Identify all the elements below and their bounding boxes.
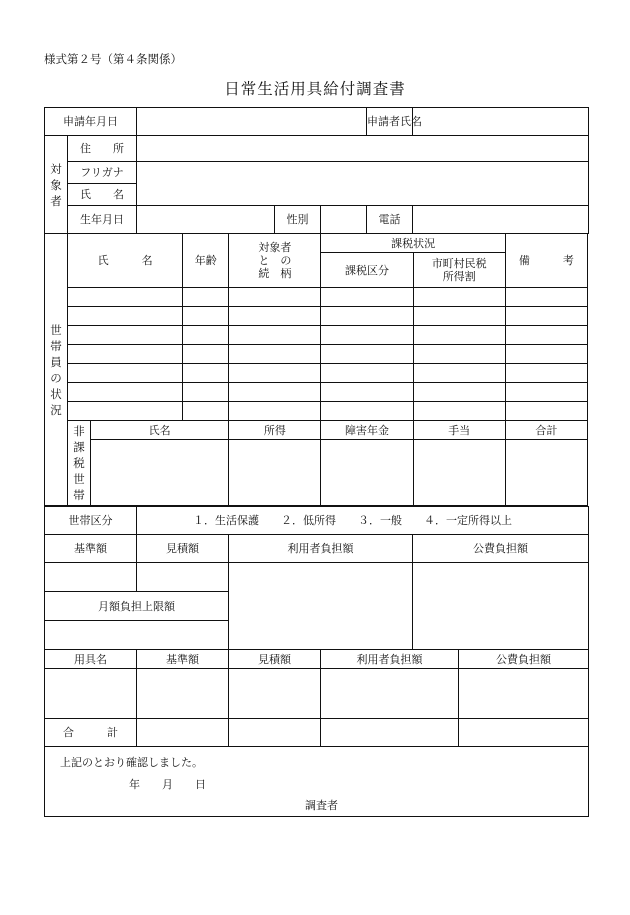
remarks-cell[interactable] — [505, 288, 587, 307]
nontax-allowance-cell[interactable] — [413, 440, 505, 506]
age-cell[interactable] — [183, 383, 229, 402]
household-table — [44, 233, 588, 506]
nontax-pension-cell[interactable] — [321, 440, 413, 506]
member-name-cell[interactable] — [68, 307, 183, 326]
tax-class-cell[interactable] — [321, 364, 413, 383]
total-label: 合 計 — [45, 719, 137, 747]
member-name-cell[interactable] — [68, 326, 183, 345]
tax-class-cell[interactable] — [321, 345, 413, 364]
equipment-standard-header: 基準額 — [137, 650, 229, 669]
age-cell[interactable] — [183, 288, 229, 307]
address-label: 住 所 — [68, 136, 137, 162]
user-burden-cell[interactable] — [229, 563, 413, 650]
standard-amount-cell[interactable] — [45, 563, 137, 592]
member-name-cell[interactable] — [68, 288, 183, 307]
nontax-col-income: 所得 — [229, 421, 321, 440]
address-field[interactable] — [137, 136, 589, 162]
tax-class-cell[interactable] — [321, 288, 413, 307]
nontax-total-cell[interactable] — [505, 440, 587, 506]
equipment-estimate-cell[interactable] — [229, 669, 321, 719]
applicant-name-field[interactable] — [413, 108, 589, 136]
municipal-tax-cell[interactable] — [413, 383, 505, 402]
remarks-cell[interactable] — [505, 383, 587, 402]
sex-field[interactable] — [321, 206, 367, 234]
relation-cell[interactable] — [229, 326, 321, 345]
nontax-col-name: 氏名 — [91, 421, 229, 440]
relation-cell[interactable] — [229, 383, 321, 402]
total-standard-cell[interactable] — [137, 719, 229, 747]
member-name-header: 氏 名 — [68, 234, 183, 288]
monthly-cap-cell[interactable] — [45, 621, 229, 650]
age-header: 年齢 — [183, 234, 229, 288]
tax-status-header: 課税状況 — [321, 234, 505, 253]
tax-class-cell[interactable] — [321, 402, 413, 421]
equipment-user-burden-cell[interactable] — [321, 669, 459, 719]
table-row — [45, 364, 588, 383]
confirmation-date: 年 月 日 — [129, 778, 206, 791]
page-title: 日常生活用具給付調査書 — [224, 80, 406, 98]
burden-table — [44, 506, 589, 650]
total-estimate-cell[interactable] — [229, 719, 321, 747]
nontax-income-cell[interactable] — [229, 440, 321, 506]
equipment-name-header: 用具名 — [45, 650, 137, 669]
relation-cell[interactable] — [229, 307, 321, 326]
remarks-cell[interactable] — [505, 345, 587, 364]
equipment-estimate-header: 見積額 — [229, 650, 321, 669]
subject-group-label: 対象者 — [45, 136, 68, 234]
sex-label: 性別 — [275, 206, 321, 234]
age-cell[interactable] — [183, 345, 229, 364]
age-cell[interactable] — [183, 307, 229, 326]
remarks-header: 備 考 — [505, 234, 587, 288]
member-name-cell[interactable] — [68, 364, 183, 383]
table-row — [45, 402, 588, 421]
table-row — [45, 288, 588, 307]
form-number: 様式第２号（第４条関係） — [44, 52, 182, 66]
member-name-cell[interactable] — [68, 383, 183, 402]
name-field[interactable] — [137, 162, 589, 206]
age-cell[interactable] — [183, 364, 229, 383]
application-date-label: 申請年月日 — [45, 108, 137, 136]
total-user-burden-cell[interactable] — [321, 719, 459, 747]
municipal-tax-cell[interactable] — [413, 345, 505, 364]
table-row — [45, 326, 588, 345]
tax-class-cell[interactable] — [321, 383, 413, 402]
tax-class-cell[interactable] — [321, 307, 413, 326]
tax-class-header: 課税区分 — [321, 253, 413, 288]
relation-cell[interactable] — [229, 402, 321, 421]
public-burden-header: 公費負担額 — [413, 535, 589, 563]
standard-amount-header: 基準額 — [45, 535, 137, 563]
municipal-tax-cell[interactable] — [413, 326, 505, 345]
remarks-cell[interactable] — [505, 402, 587, 421]
municipal-tax-cell[interactable] — [413, 402, 505, 421]
equipment-name-cell[interactable] — [45, 669, 137, 719]
relation-cell[interactable] — [229, 345, 321, 364]
household-group-label: 世帯員の状況 — [45, 234, 68, 506]
phone-field[interactable] — [413, 206, 589, 234]
furigana-label: フリガナ — [68, 162, 137, 184]
table-row — [45, 669, 589, 719]
nontax-col-pension: 障害年金 — [321, 421, 413, 440]
nontax-col-allowance: 手当 — [413, 421, 505, 440]
member-name-cell[interactable] — [68, 402, 183, 421]
equipment-standard-cell[interactable] — [137, 669, 229, 719]
equipment-user-burden-header: 利用者負担額 — [321, 650, 459, 669]
relation-header: 対象者 と の 続 柄 — [229, 234, 321, 288]
household-class-label: 世帯区分 — [45, 507, 137, 535]
relation-cell[interactable] — [229, 364, 321, 383]
table-row — [45, 345, 588, 364]
age-cell[interactable] — [183, 402, 229, 421]
municipal-tax-header: 市町村民税 所得割 — [413, 253, 505, 288]
phone-label: 電話 — [367, 206, 413, 234]
nontax-name-cell[interactable] — [91, 440, 229, 506]
estimate-amount-header: 見積額 — [137, 535, 229, 563]
table-row — [45, 307, 588, 326]
municipal-tax-cell[interactable] — [413, 307, 505, 326]
equipment-table — [44, 649, 589, 747]
equipment-public-burden-header: 公費負担額 — [459, 650, 589, 669]
table-row — [45, 383, 588, 402]
municipal-tax-cell[interactable] — [413, 364, 505, 383]
municipal-tax-cell[interactable] — [413, 288, 505, 307]
confirmation-box — [44, 746, 589, 817]
birthdate-field[interactable] — [137, 206, 275, 234]
age-cell[interactable] — [183, 326, 229, 345]
tax-class-cell[interactable] — [321, 326, 413, 345]
investigator-label: 調査者 — [305, 799, 338, 812]
equipment-public-burden-cell[interactable] — [459, 669, 589, 719]
nontax-household-label: 非課税世帯 — [68, 421, 91, 506]
remarks-cell[interactable] — [505, 307, 587, 326]
household-class-options: １．生活保護 ２．低所得 ３．一般 ４．一定所得以上 — [137, 507, 589, 535]
estimate-amount-cell[interactable] — [137, 563, 229, 592]
name-label: 氏 名 — [68, 184, 137, 206]
nontax-col-total: 合計 — [505, 421, 587, 440]
user-burden-header: 利用者負担額 — [229, 535, 413, 563]
applicant-name-label: 申請者氏名 — [367, 108, 413, 136]
total-public-burden-cell[interactable] — [459, 719, 589, 747]
confirmation-text: 上記のとおり確認しました。 — [60, 756, 203, 769]
public-burden-cell[interactable] — [413, 563, 589, 650]
monthly-cap-label: 月額負担上限額 — [45, 592, 229, 621]
remarks-cell[interactable] — [505, 326, 587, 345]
remarks-cell[interactable] — [505, 364, 587, 383]
relation-cell[interactable] — [229, 288, 321, 307]
subject-info-table — [44, 107, 589, 234]
birthdate-label: 生年月日 — [68, 206, 137, 234]
application-date-field[interactable] — [137, 108, 367, 136]
member-name-cell[interactable] — [68, 345, 183, 364]
